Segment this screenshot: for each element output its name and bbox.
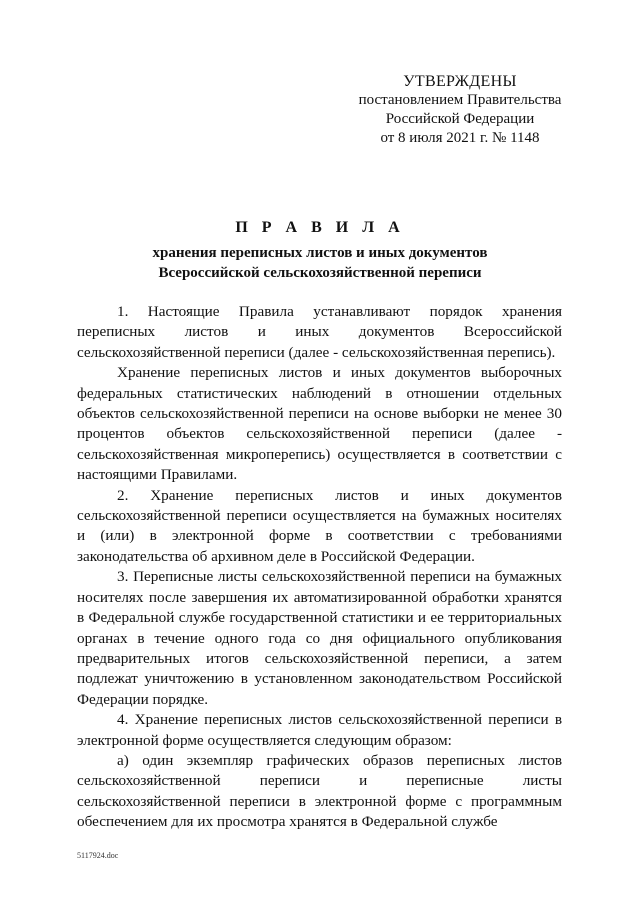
paragraph-6: а) один экземпляр графических образов переписных листов сельскохозяйственной переписи и переписные листы сельскохозяйственной переписи в электронной форме с программным обеспечением для их просмотра хранятся в Федеральной службе (77, 751, 562, 831)
document-body (77, 302, 562, 833)
approval-block (340, 72, 580, 148)
approval-title: УТВЕРЖДЕНЫ (403, 73, 517, 90)
paragraph-5: 4. Хранение переписных листов сельскохозяйственной переписи в электронной форме осуществляется следующим образом: (77, 711, 562, 749)
paragraph-4: 3. Переписные листы сельскохозяйственной переписи на бумажных носителях после завершения их автоматизированной обработки хранятся в Федеральной службе государственной статистики и ее территориальных органах в течение одного года со дня официального опубликования предварительных итогов сельскохозяйственной переписи, а затем подлежат уничтожению в установленном законодательством Российской Федерации порядке. (77, 568, 562, 708)
document-subtitle (0, 243, 640, 283)
subtitle-line-1: хранения переписных листов и иных документов (152, 245, 488, 261)
paragraph-2: Хранение переписных листов и иных документов выборочных федеральных статистических наблюдений в отношении отдельных объектов сельскохозяйственной переписи на основе выборки не менее 30 процентов объектов сельскохозяйственной переписи (далее - сельскохозяйственная микроперепись) осуществляется в соответствии с настоящими Правилами. (77, 364, 562, 484)
document-title: П Р А В И Л А (235, 219, 405, 236)
approval-line-2: Российской Федерации (385, 111, 535, 127)
paragraph-3: 2. Хранение переписных листов и иных документов сельскохозяйственной переписи осуществляется на бумажных носителях и (или) в электронной форме в соответствии с требованиями законодательства об архивном деле в Российской Федерации. (77, 486, 562, 565)
approval-line-3: от 8 июля 2021 г. № 1148 (380, 130, 540, 146)
approval-line-1: постановлением Правительства (358, 92, 562, 108)
file-code: 5117924.doc (77, 851, 119, 860)
subtitle-line-2: Всероссийской сельскохозяйственной переписи (158, 265, 482, 281)
paragraph-1: 1. Настоящие Правила устанавливают порядок хранения переписных листов и иных документов Всероссийской сельскохозяйственной переписи (далее - сельскохозяйственная перепись). (77, 303, 562, 361)
